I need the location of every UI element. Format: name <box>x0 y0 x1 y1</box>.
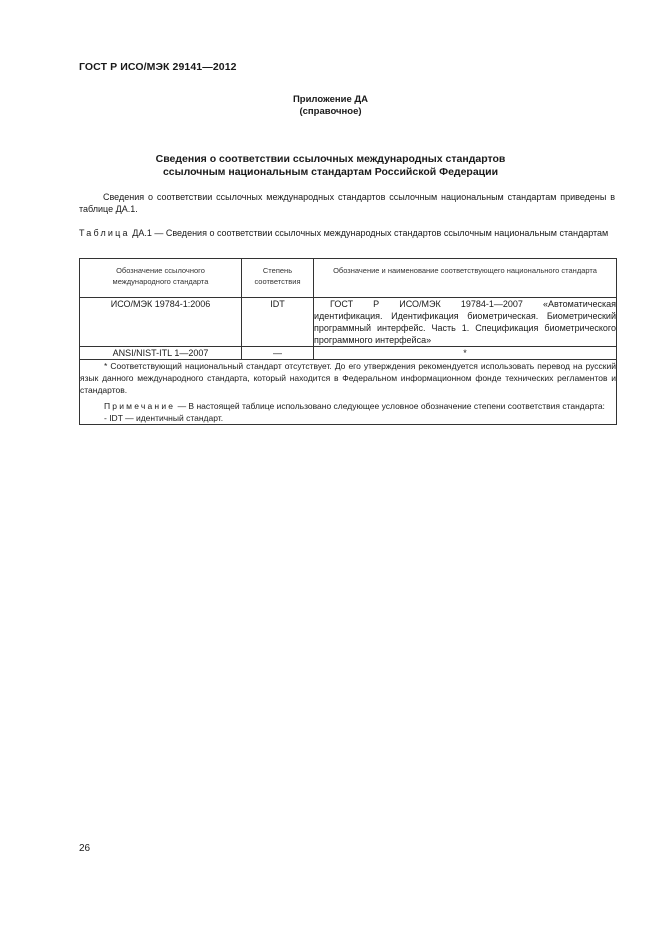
table-row <box>80 347 617 360</box>
table-header-row <box>80 259 617 298</box>
header-degree: Степень соответствия <box>242 259 314 298</box>
note-label: Примечание <box>104 401 176 411</box>
footnote: * Соответствующий национальный стандарт отсутствует. До его утверждения рекомендуется использовать перевод на русский язык данного международного стандарта, который находится в Федеральном информационном фонде технических регламентов и стандартов. <box>80 361 616 395</box>
section-title <box>0 153 661 179</box>
row-degree: IDT <box>242 298 314 347</box>
table-caption-text: ДА.1 — Сведения о соответствии ссылочных международных стандартов ссылочным национальным стандартам <box>132 228 609 238</box>
standard-code: ГОСТ Р ИСО/МЭК 29141—2012 <box>79 61 237 73</box>
note-item: - IDT — идентичный стандарт. <box>104 413 224 423</box>
header-national-standard: Обозначение и наименование соответствующего национального стандарта <box>314 259 617 298</box>
header-international-standard: Обозначение ссылочного международного стандарта <box>80 259 242 298</box>
appendix-heading <box>0 94 661 118</box>
page-number: 26 <box>79 843 91 854</box>
note-paragraph <box>80 400 616 412</box>
intro-paragraph: Сведения о соответствии ссылочных международных стандартов ссылочным национальным стандартам приведены в таблице ДА.1. <box>79 192 615 214</box>
row-national-standard: ГОСТ Р ИСО/МЭК 19784-1—2007 «Автоматическая идентификация. Идентификация биометрическая. Биометрический программный интерфейс. Часть 1. Спецификация биометрического программного интерфейса» <box>314 299 616 345</box>
row-degree: — <box>242 347 314 360</box>
table-caption-prefix: Таблица <box>79 228 130 238</box>
table-notes <box>80 360 617 425</box>
correspondence-table <box>79 258 617 425</box>
title-line-2: ссылочным национальным стандартам Российской Федерации <box>162 166 499 178</box>
title-line-1: Сведения о соответствии ссылочных международных стандартов <box>155 153 506 165</box>
row-code: ANSI/NIST-ITL 1—2007 <box>80 347 242 360</box>
table-caption <box>79 227 615 239</box>
row-national-standard: * <box>314 347 617 360</box>
table-notes-row <box>80 360 617 425</box>
appendix-type: (справочное) <box>299 106 362 117</box>
row-code: ИСО/МЭК 19784-1:2006 <box>80 298 242 347</box>
note-text: — В настоящей таблице использовано следующее условное обозначение степени соответствия стандарта: <box>175 401 605 411</box>
appendix-label: Приложение ДА <box>292 94 369 105</box>
table-row <box>80 298 617 347</box>
